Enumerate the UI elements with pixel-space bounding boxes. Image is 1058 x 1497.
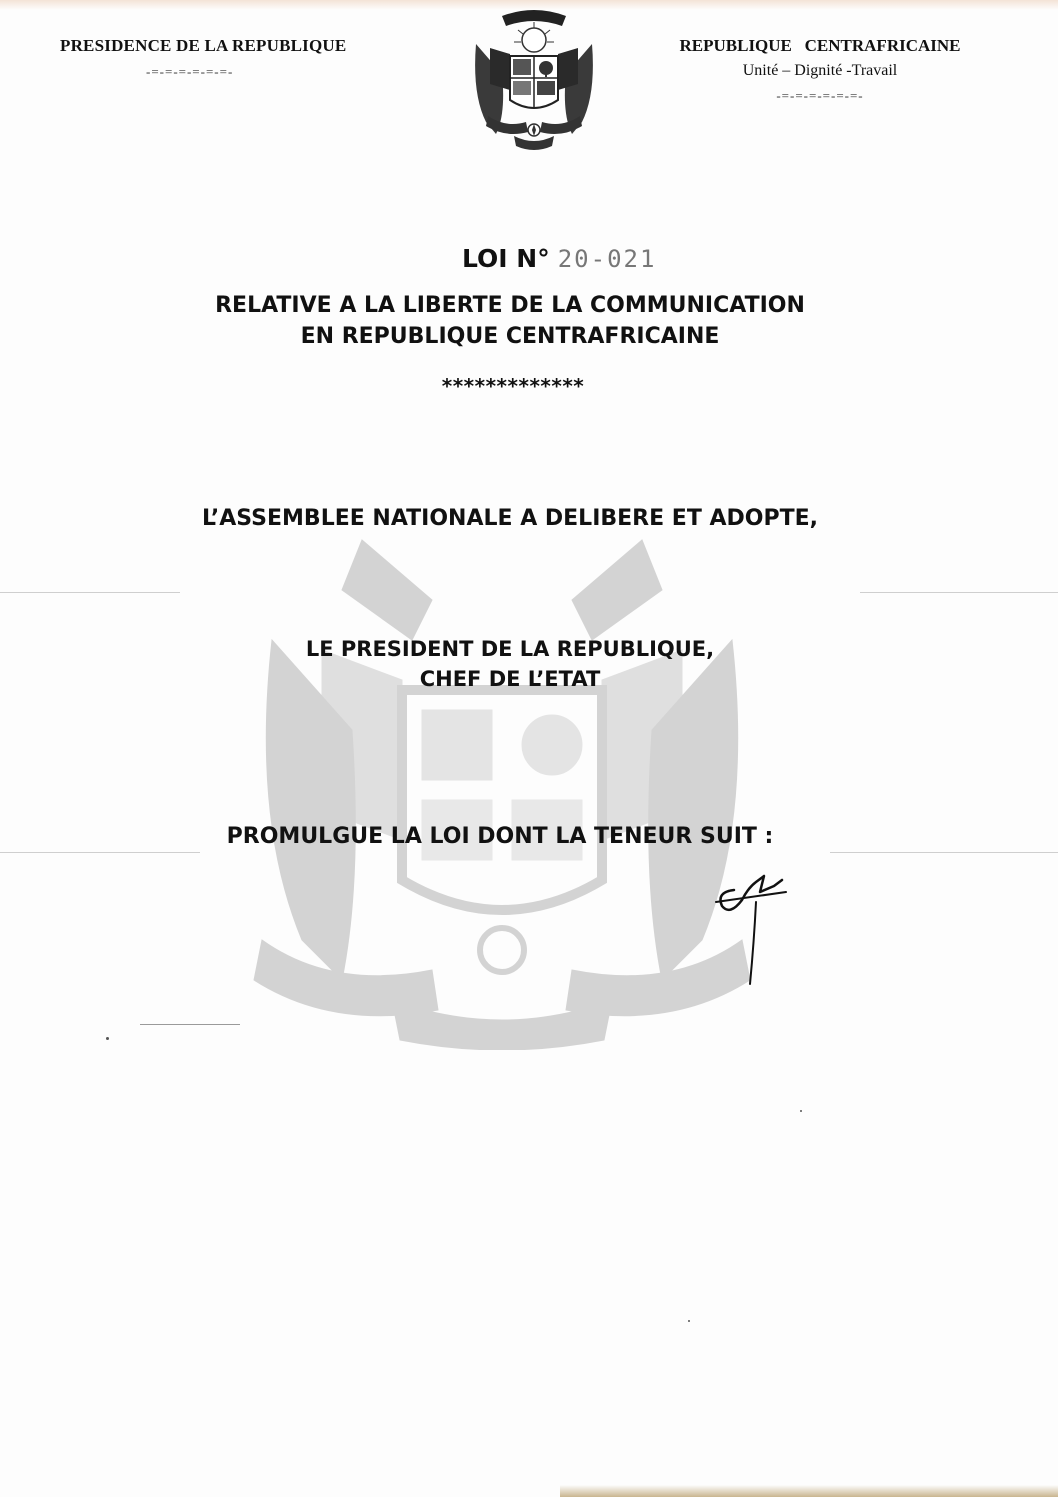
- header-right-separator: -=-=-=-=-=-=-: [776, 88, 864, 103]
- scan-rule: [830, 852, 1058, 853]
- scan-speck: [688, 1320, 690, 1322]
- president-line1: LE PRESIDENT DE LA REPUBLIQUE,: [305, 637, 715, 661]
- star-separator: *************: [441, 374, 585, 398]
- presidency-title: PRESIDENCE DE LA REPUBLIQUE: [60, 36, 347, 55]
- scan-rule: [0, 852, 200, 853]
- president-line2: CHEF DE L’ETAT: [419, 667, 601, 691]
- header-left: [60, 36, 420, 80]
- scan-rule: [0, 592, 180, 593]
- law-title: [462, 244, 656, 273]
- assembly-statement: L’ASSEMBLEE NATIONALE A DELIBERE ET ADOPTE,: [201, 506, 819, 531]
- header-left-separator: -=-=-=-=-=-=-: [146, 64, 234, 79]
- law-number: 20-021: [557, 245, 657, 273]
- promulgation-statement: PROMULGUE LA LOI DONT LA TENEUR SUIT :: [226, 824, 774, 849]
- law-subject: [180, 290, 840, 352]
- scan-edge-bottom: [560, 1485, 1058, 1497]
- republic-title: REPUBLIQUE CENTRAFRICAINE: [679, 36, 961, 55]
- coat-of-arms-watermark-icon: [232, 520, 772, 1050]
- scan-rule: [860, 592, 1058, 593]
- law-subject-line1: RELATIVE A LA LIBERTE DE LA COMMUNICATION: [215, 293, 805, 318]
- scan-rule: [140, 1024, 240, 1025]
- coat-of-arms-icon: [466, 4, 602, 154]
- president-statement: [200, 634, 820, 694]
- scan-speck: [800, 1110, 802, 1112]
- law-title-prefix: LOI N°: [462, 244, 550, 273]
- law-subject-line2: EN REPUBLIQUE CENTRAFRICAINE: [300, 324, 720, 349]
- header-right: [630, 36, 1010, 104]
- scan-speck: [106, 1037, 109, 1040]
- signature-icon: [712, 862, 792, 992]
- republic-motto: Unité – Dignité -Travail: [742, 62, 898, 79]
